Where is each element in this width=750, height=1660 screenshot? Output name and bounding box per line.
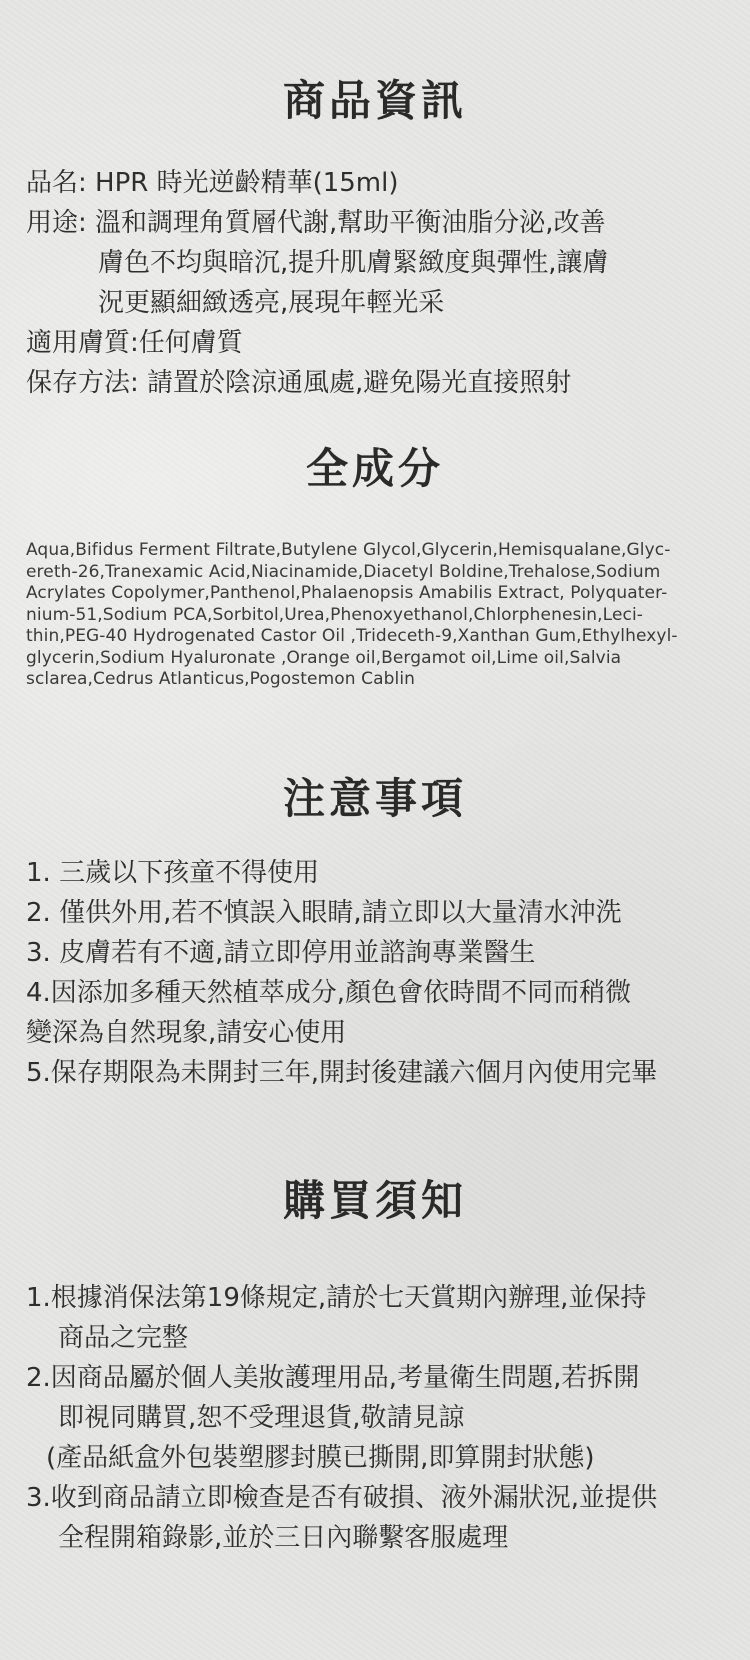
product-name-line: 品名: HPR 時光逆齡精華(15ml) — [26, 168, 399, 198]
ingredients-text: Aqua,Bifidus Ferment Filtrate,Butylene Glycol,Glycerin,Hemisqualane,Glyc- ereth-26,Tranexamic Acid,Niacinamide,Diacetyl Boldine,Trehalose,Sodium Acrylates Copolymer,Panthenol,Phalaenopsis Amabilis Extract, Polyquater- nium-51,Sodium PCA,Sorbitol,Urea,Phenoxyethanol,Chlorphenesin,Leci- thin,PEG-40 Hydrogenated Castor Oil ,Trideceth-9,Xanthan Gum,Ethylhexyl- glycerin,Sodium Hyaluronate ,Orange oil,Bergamot oil,Lime oil,Salvia sclarea,Cedrus Atlanticus,Pogostemon Cablin — [26, 540, 678, 689]
notice-item-4-cont: 變深為自然現象,請安心使用 — [26, 1018, 347, 1048]
product-info-heading: 商品資訊 — [282, 76, 467, 125]
purchase-item-3: 3.收到商品請立即檢查是否有破損、液外漏狀況,並提供 — [26, 1483, 658, 1513]
notice-item-2: 2. 僅供外用,若不慎誤入眼睛,請立即以大量清水沖洗 — [26, 898, 622, 928]
product-usage-line: 用途: 溫和調理角質層代謝,幫助平衡油脂分泌,改善 — [26, 208, 606, 238]
notice-item-5: 5.保存期限為未開封三年,開封後建議六個月內使用完畢 — [26, 1058, 658, 1088]
purchase-item-3-cont: 全程開箱錄影,並於三日內聯繫客服處理 — [58, 1523, 509, 1553]
purchase-heading: 購買須知 — [282, 1176, 467, 1225]
notice-item-4: 4.因添加多種天然植萃成分,顏色會依時間不同而稍微 — [26, 978, 632, 1008]
ingredients-heading: 全成分 — [305, 444, 444, 493]
notice-item-1: 1. 三歲以下孩童不得使用 — [26, 858, 320, 888]
notice-item-3: 3. 皮膚若有不適,請立即停用並諮詢專業醫生 — [26, 938, 536, 968]
product-usage-line-2: 膚色不均與暗沉,提升肌膚緊緻度與彈性,讓膚 — [98, 248, 609, 278]
skin-type-line: 適用膚質:任何膚質 — [26, 328, 243, 358]
notices-heading: 注意事項 — [282, 774, 467, 823]
purchase-item-2-cont: 即視同購買,恕不受理退貨,敬請見諒 — [58, 1403, 465, 1433]
product-usage-line-3: 況更顯細緻透亮,展現年輕光采 — [98, 288, 445, 318]
storage-line: 保存方法: 請置於陰涼通風處,避免陽光直接照射 — [26, 368, 572, 398]
purchase-item-1-cont: 商品之完整 — [58, 1323, 189, 1353]
purchase-item-2: 2.因商品屬於個人美妝護理用品,考量衛生問題,若拆開 — [26, 1363, 640, 1393]
purchase-item-2-note: (產品紙盒外包裝塑膠封膜已撕開,即算開封狀態) — [46, 1443, 595, 1473]
purchase-item-1: 1.根據消保法第19條規定,請於七天賞期內辦理,並保持 — [26, 1283, 647, 1313]
